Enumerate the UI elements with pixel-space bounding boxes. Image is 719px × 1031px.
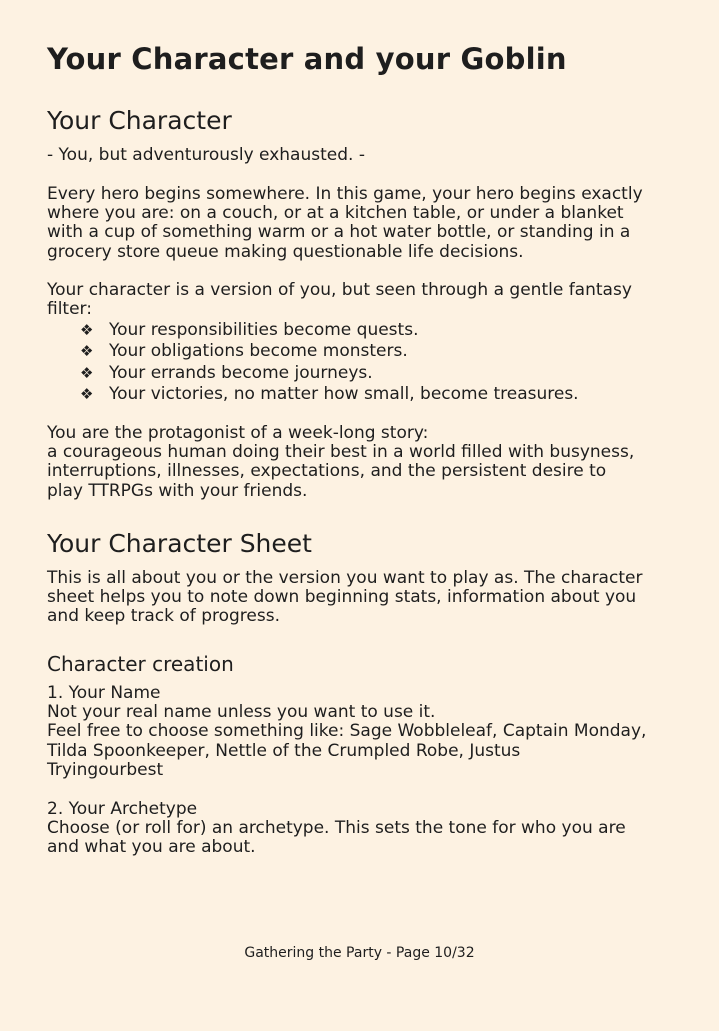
step-label: 2. Your Archetype — [47, 799, 198, 819]
step-your-archetype: 2. Your Archetype Choose (or roll for) an archetype. This sets the tone for who you are and what you are about. — [47, 800, 677, 858]
page-footer: Gathering the Party - Page 10/32 — [244, 945, 475, 961]
protagonist-paragraph: You are the protagonist of a week-long story: a courageous human doing their best in a world filled with busyness, interruptions, illnesses, expectations, and the persistent desire to play TTRPGs with your friends. — [47, 423, 635, 501]
list-item: ❖ Your errands become journeys. — [80, 362, 373, 383]
four-diamond-bullet-icon: ❖ — [80, 363, 94, 382]
tagline: - You, but adventurously exhausted. - — [47, 145, 365, 165]
section-heading-character-sheet: Your Character Sheet — [47, 529, 312, 558]
fantasy-filter-paragraph: Your character is a version of you, but seen through a gentle fantasy filter: — [47, 280, 632, 320]
four-diamond-bullet-icon: ❖ — [80, 384, 94, 403]
section-heading-character-creation: Character creation — [47, 652, 234, 676]
step-your-name: 1. Your Name Not your real name unless you want to use it. Feel free to choose something like: Sage Wobbleleaf, Captain Monday, Tilda Spoonkeeper, Nettle of the Crumpled Robe, Justus Tryingourbest — [47, 684, 677, 780]
page-title: Your Character and your Goblin — [47, 42, 567, 76]
step-label: 1. Your Name — [47, 683, 161, 703]
transformation-list — [47, 320, 579, 405]
list-item: ❖ Your responsibilities become quests. — [80, 320, 419, 340]
list-item: ❖ Your victories, no matter how small, become treasures. — [80, 383, 579, 404]
four-diamond-bullet-icon: ❖ — [80, 321, 94, 339]
intro-paragraph: Every hero begins somewhere. In this game, your hero begins exactly where you are: on a couch, or at a kitchen table, or under a blanket with a cup of something warm or a hot water bottle, or standing in a grocery store queue making questionable life decisions. — [47, 184, 643, 262]
four-diamond-bullet-icon: ❖ — [80, 342, 94, 361]
character-sheet-paragraph: This is all about you or the version you want to play as. The character sheet helps you to note down beginning stats, information about you and keep track of progress. — [47, 568, 643, 627]
list-item: ❖ Your obligations become monsters. — [80, 341, 408, 362]
section-heading-your-character: Your Character — [47, 106, 232, 135]
